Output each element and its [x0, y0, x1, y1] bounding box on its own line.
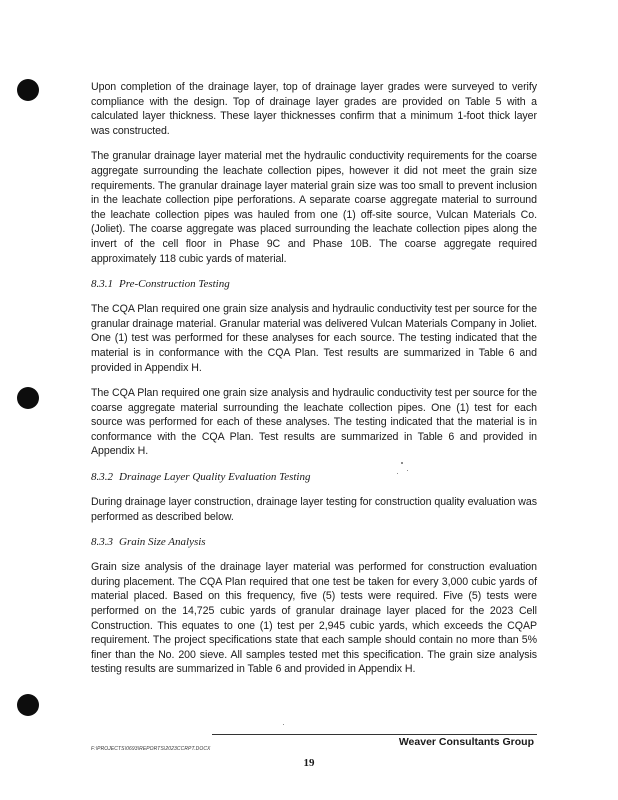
binder-hole	[17, 387, 39, 409]
footer-file-path: F:\PROJECTS\0693\REPORTS\2023CCRPT.DOCX	[91, 746, 211, 752]
heading-number: 8.3.3	[91, 536, 113, 549]
heading-8-3-2	[91, 470, 537, 484]
heading-number: 8.3.1	[91, 278, 113, 291]
heading-title: Pre-Construction Testing	[119, 278, 230, 291]
binder-hole	[17, 79, 39, 101]
paragraph-cqa-coarse: The CQA Plan required one grain size analysis and hydraulic conductivity test per source for the coarse aggregate material surrounding the leachate collection pipes. One (1) test for each source was performed for each of these analyses. The testing indicated that the material is in conformance with the CQA Plan. Test results are summarized in Table 6 and provided in Appendix H.	[91, 387, 537, 458]
binder-hole	[17, 694, 39, 716]
scan-speck	[283, 724, 284, 725]
paragraph-granular-material: The granular drainage layer material met the hydraulic conductivity requirements for the coarse aggregate surrounding the leachate collection pipes, however it did not meet the grain size requirements. The granular drainage layer material grain size was too small to prevent inclusion in the leachate collection pipe perforations. A separate coarse aggregate material to surround the leachate collection pipes was hauled from one (1) off-site source, Vulcan Materials Co. (Joliet). The coarse aggregate was placed surrounding the leachate collection pipes along the invert of the cell floor in Phase 9C and Phase 10B. The coarse aggregate required approximately 118 cubic yards of material.	[91, 150, 537, 265]
paragraph-drainage-testing: During drainage layer construction, drainage layer testing for construction quality evaluation was performed as described below.	[91, 496, 537, 523]
paragraph-grain-size: Grain size analysis of the drainage layer material was performed for construction evaluation during placement. The CQA Plan required that one test be taken for every 3,000 cubic yards of material placed. Based on this frequency, five (5) tests were required. Five (5) tests were performed on the 14,725 cubic yards of granular drainage layer placed for the 2023 Cell Construction. This equates to one (1) test per 2,945 cubic yards, which exceeds the CQAP requirement. The project specifications state that each sample should contain no more than 5% finer than the No. 200 sieve. All samples tested met this specification. The grain size analysis testing results are summarized in Table 6 and provided in Appendix H.	[91, 561, 537, 676]
heading-title: Drainage Layer Quality Evaluation Testing	[119, 471, 311, 484]
paragraph-survey: Upon completion of the drainage layer, top of drainage layer grades were surveyed to verify compliance with the design. Top of drainage layer grades are provided on Table 5 with a calculated layer thickness. These layer thicknesses confirm that a minimum 1-foot thick layer was constructed.	[91, 81, 537, 137]
scan-speck	[407, 470, 408, 471]
paragraph-cqa-granular: The CQA Plan required one grain size analysis and hydraulic conductivity test per source for the granular drainage material. Granular material was delivered Vulcan Materials Company in Joliet. One (1) test was performed for these analyses for each source. The testing indicated that the material is in conformance with the CQA Plan. Test results are summarized in Table 6 and provided in Appendix H.	[91, 303, 537, 374]
footer-company: Weaver Consultants Group	[398, 736, 534, 748]
heading-8-3-3	[91, 535, 537, 549]
footer-rule	[212, 734, 537, 735]
scan-speck	[397, 473, 398, 474]
scan-speck	[401, 462, 403, 464]
heading-8-3-1	[91, 277, 537, 291]
heading-title: Grain Size Analysis	[119, 536, 206, 549]
heading-number: 8.3.2	[91, 471, 113, 484]
page-content	[91, 80, 537, 677]
page-number: 19	[303, 757, 315, 769]
